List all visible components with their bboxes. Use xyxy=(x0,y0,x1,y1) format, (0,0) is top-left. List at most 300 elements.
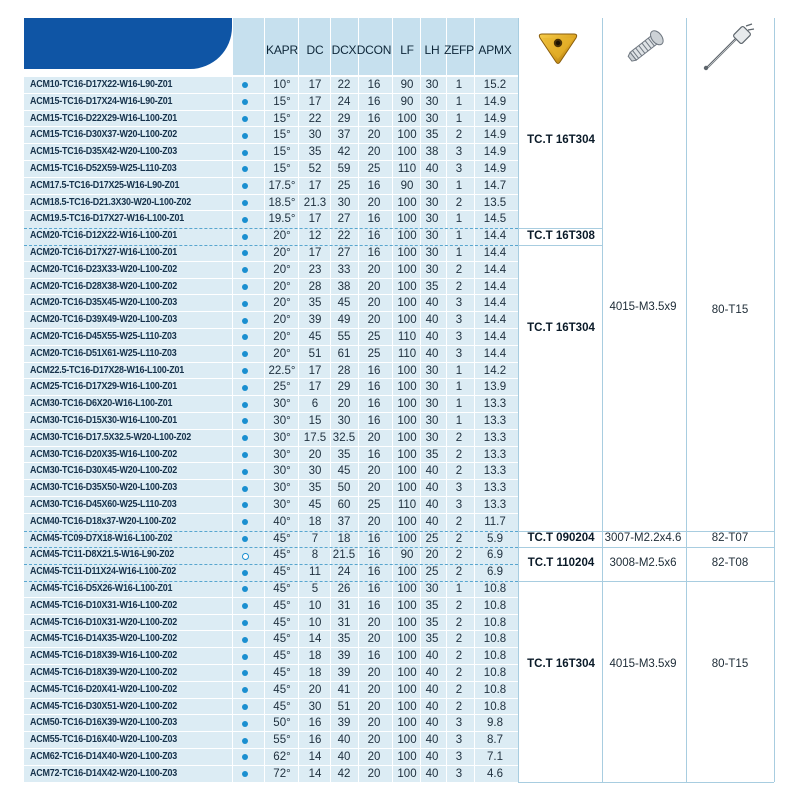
cell-kapr: 45° xyxy=(273,583,291,595)
table-row xyxy=(24,430,518,447)
cell-dc: 17.5 xyxy=(303,431,327,444)
cell-lf: 110 xyxy=(397,163,417,175)
availability-dot xyxy=(242,334,248,340)
cell-kapr: 62° xyxy=(273,751,291,763)
cell-kapr: 45° xyxy=(273,633,291,646)
availability-dot xyxy=(242,754,248,760)
header-separator xyxy=(232,18,233,75)
cell-dcon: 25 xyxy=(367,163,381,175)
cell-apmx: 10.8 xyxy=(483,633,507,646)
product-code: ACM30-TC16-D30X45-W20-L100-Z02 xyxy=(30,465,178,477)
cell-dcx: 60 xyxy=(337,499,351,511)
table-row xyxy=(24,699,518,716)
cell-apmx: 14.4 xyxy=(483,230,507,243)
product-code: ACM62-TC16-D14X40-W20-L100-Z03 xyxy=(30,751,178,762)
cell-dcon: 16 xyxy=(367,364,381,377)
cell-dc: 11 xyxy=(309,566,321,579)
cell-lf: 100 xyxy=(397,650,417,663)
availability-dot xyxy=(242,570,248,576)
product-code: ACM19.5-TC16-D17X27-W16-L100-Z01 xyxy=(30,213,185,225)
cell-dc: 20 xyxy=(308,448,322,461)
cell-dcon: 20 xyxy=(367,515,381,528)
cell-lh: 40 xyxy=(425,331,439,343)
product-code: ACM30-TC16-D35X50-W20-L100-Z03 xyxy=(30,482,178,494)
cell-kapr: 15° xyxy=(273,163,291,175)
table-row xyxy=(24,211,518,228)
cell-apmx: 10.8 xyxy=(483,650,507,663)
cell-dcon: 20 xyxy=(367,667,381,679)
cell-lh: 30 xyxy=(425,112,439,125)
cell-apmx: 14.4 xyxy=(483,314,507,327)
product-code: ACM10-TC16-D17X22-W16-L90-Z01 xyxy=(30,79,173,90)
product-code: ACM17.5-TC16-D17X25-W16-L90-Z01 xyxy=(30,179,180,191)
table-row xyxy=(24,682,518,699)
cell-apmx: 9.8 xyxy=(487,717,503,730)
product-code: ACM20-TC16-D39X49-W20-L100-Z03 xyxy=(30,314,178,326)
cell-kapr: 45° xyxy=(273,599,291,612)
availability-dot xyxy=(242,402,248,408)
cell-dc: 14 xyxy=(308,633,322,646)
cell-kapr: 20° xyxy=(273,331,291,343)
availability-dot xyxy=(242,267,248,273)
availability-dot xyxy=(242,82,248,88)
cell-apmx: 8.7 xyxy=(487,734,503,747)
availability-dot xyxy=(242,771,248,777)
cell-kapr: 30° xyxy=(273,482,291,495)
cell-lh: 40 xyxy=(425,717,439,730)
availability-dot xyxy=(242,368,248,374)
cell-lh: 40 xyxy=(425,499,439,511)
cell-dc: 21.3 xyxy=(303,196,327,209)
header-lh: LH xyxy=(424,43,440,57)
cell-zefp: 2 xyxy=(455,650,463,663)
availability-dot xyxy=(242,620,248,626)
product-code: ACM55-TC16-D16X40-W20-L100-Z03 xyxy=(30,734,178,746)
cell-zefp: 2 xyxy=(455,700,463,713)
cell-lf: 100 xyxy=(397,129,417,142)
cell-lh: 35 xyxy=(425,448,439,461)
cell-dc: 15 xyxy=(308,415,322,427)
table-row xyxy=(24,615,518,632)
cell-dcx: 37 xyxy=(337,129,351,142)
cell-apmx: 10.8 xyxy=(483,683,507,696)
cell-lf: 100 xyxy=(397,633,417,646)
cell-dc: 12 xyxy=(308,230,322,243)
availability-dot xyxy=(242,721,248,727)
product-code: ACM20-TC16-D35X45-W20-L100-Z03 xyxy=(30,297,178,309)
cell-dcon: 16 xyxy=(367,179,381,192)
cell-lf: 100 xyxy=(397,196,417,209)
cell-lf: 100 xyxy=(397,734,417,747)
cell-dcon: 25 xyxy=(367,331,381,343)
header-dcon: DCON xyxy=(356,43,392,57)
cell-apmx: 14.4 xyxy=(483,263,507,276)
cell-dc: 30 xyxy=(308,129,322,142)
product-code: ACM20-TC16-D45X55-W25-L110-Z03 xyxy=(30,331,177,342)
cell-dc: 51 xyxy=(308,347,322,360)
cell-lf: 100 xyxy=(397,431,417,444)
cell-kapr: 30° xyxy=(273,448,291,461)
product-code: ACM20-TC16-D12X22-W16-L100-Z01 xyxy=(30,230,178,242)
cell-kapr: 25° xyxy=(273,381,291,394)
cell-dcx: 20 xyxy=(337,398,351,411)
cell-dcx: 35 xyxy=(337,633,351,646)
product-code: ACM15-TC16-D35X42-W20-L100-Z03 xyxy=(30,146,178,158)
table-row xyxy=(24,111,518,128)
cell-kapr: 22.5° xyxy=(268,364,296,377)
cell-dcon: 16 xyxy=(367,532,381,545)
product-code: ACM45-TC16-D18X39-W20-L100-Z02 xyxy=(30,667,178,678)
availability-dot xyxy=(242,654,248,660)
table-row xyxy=(24,379,518,396)
cell-dc: 52 xyxy=(308,163,322,175)
table-row xyxy=(24,346,518,363)
table-row xyxy=(24,245,518,262)
table-row xyxy=(24,648,518,665)
availability-dot xyxy=(242,284,248,290)
cell-dcon: 16 xyxy=(367,583,381,595)
cell-dcx: 49 xyxy=(337,314,351,327)
cell-apmx: 14.5 xyxy=(483,213,507,226)
table-row xyxy=(24,749,518,766)
cell-apmx: 5.9 xyxy=(487,532,503,545)
table-row xyxy=(24,447,518,464)
cell-apmx: 13.3 xyxy=(483,398,507,411)
cell-lh: 38 xyxy=(425,146,439,159)
cell-dc: 18 xyxy=(308,650,322,663)
table-row xyxy=(24,77,518,94)
cell-kapr: 17.5° xyxy=(268,179,296,192)
cell-dcon: 16 xyxy=(367,549,381,562)
cell-apmx: 10.8 xyxy=(483,583,507,595)
cell-apmx: 13.3 xyxy=(483,415,507,427)
cell-kapr: 45° xyxy=(273,700,291,713)
cell-dc: 45 xyxy=(308,331,322,343)
cell-dc: 17 xyxy=(308,213,322,226)
header-dcx: DCX xyxy=(331,43,357,57)
cell-apmx: 4.6 xyxy=(487,767,503,780)
product-code: ACM25-TC16-D17X29-W16-L100-Z01 xyxy=(30,381,178,393)
table-row xyxy=(24,463,518,480)
availability-dot xyxy=(242,435,248,441)
cell-lh: 40 xyxy=(425,297,439,310)
cell-lh: 35 xyxy=(425,599,439,612)
cell-apmx: 14.4 xyxy=(483,331,507,343)
cell-lf: 100 xyxy=(397,566,417,579)
cell-lh: 30 xyxy=(425,431,439,444)
grade-label: TC.T 16T304 xyxy=(527,322,595,334)
availability-dot xyxy=(242,452,248,458)
cell-zefp: 3 xyxy=(455,331,463,343)
cell-lf: 100 xyxy=(397,448,417,461)
cell-lh: 40 xyxy=(425,465,439,478)
cell-dc: 14 xyxy=(308,767,322,780)
cell-lf: 90 xyxy=(400,95,414,108)
product-code: ACM15-TC16-D22X29-W16-L100-Z01 xyxy=(30,112,178,124)
grid-line xyxy=(518,547,774,548)
table-row xyxy=(24,178,518,195)
cell-dcx: 32.5 xyxy=(332,431,356,444)
cell-kapr: 20° xyxy=(273,347,291,360)
cell-dcx: 37 xyxy=(337,515,351,528)
availability-dot xyxy=(242,318,248,324)
cell-zefp: 2 xyxy=(455,465,463,478)
cell-apmx: 7.1 xyxy=(487,751,503,763)
table-row xyxy=(24,413,518,430)
cell-lh: 30 xyxy=(425,247,439,259)
cell-lh: 30 xyxy=(425,263,439,276)
cell-dcx: 24 xyxy=(337,566,351,579)
cell-dc: 23 xyxy=(308,263,322,276)
cell-dcon: 20 xyxy=(367,314,381,327)
cell-kapr: 18.5° xyxy=(268,196,296,209)
key-label: 82-T08 xyxy=(711,557,749,569)
table-row xyxy=(24,396,518,413)
cell-lf: 100 xyxy=(397,515,417,528)
cell-dcx: 18 xyxy=(337,532,351,545)
cell-zefp: 2 xyxy=(455,549,463,562)
cell-apmx: 14.4 xyxy=(483,297,507,310)
cell-lf: 100 xyxy=(397,683,417,696)
cell-kapr: 50° xyxy=(273,717,291,730)
cell-dcon: 16 xyxy=(367,95,381,108)
cell-apmx: 14.9 xyxy=(483,146,507,159)
product-code: ACM45-TC16-D14X35-W20-L100-Z02 xyxy=(30,633,178,645)
cell-dcon: 16 xyxy=(367,112,381,125)
cell-dcx: 28 xyxy=(337,364,351,377)
cell-dcx: 55 xyxy=(337,331,351,343)
cell-dc: 16 xyxy=(308,717,322,730)
cell-dc: 10 xyxy=(308,599,322,612)
grid-line xyxy=(518,782,774,783)
screw-label: 3007-M2.2x4.6 xyxy=(604,532,682,544)
cell-dc: 5 xyxy=(311,583,319,595)
header-brand-block xyxy=(24,18,232,69)
product-code: ACM50-TC16-D16X39-W20-L100-Z03 xyxy=(30,717,178,729)
cell-lf: 110 xyxy=(397,331,417,343)
cell-zefp: 3 xyxy=(455,751,463,763)
cell-lh: 30 xyxy=(425,583,439,595)
availability-dot xyxy=(242,99,248,105)
cell-kapr: 20° xyxy=(273,230,291,243)
table-row xyxy=(24,766,518,783)
availability-dot xyxy=(242,200,248,206)
cell-zefp: 2 xyxy=(455,431,463,444)
cell-lf: 110 xyxy=(397,499,417,511)
product-code: ACM45-TC16-D10X31-W20-L100-Z02 xyxy=(30,616,178,628)
cell-lh: 30 xyxy=(425,196,439,209)
cell-dcx: 42 xyxy=(337,767,351,780)
cell-dcx: 31 xyxy=(337,616,351,629)
cell-dcx: 26 xyxy=(337,583,351,595)
cell-dcon: 20 xyxy=(367,280,381,293)
cell-apmx: 14.9 xyxy=(483,95,507,108)
cell-apmx: 6.9 xyxy=(487,566,503,579)
availability-dot xyxy=(242,553,249,560)
cell-kapr: 45° xyxy=(273,667,291,679)
availability-dot xyxy=(242,670,248,676)
table-row xyxy=(24,564,518,581)
availability-dot xyxy=(242,637,248,643)
cell-lh: 30 xyxy=(425,415,439,427)
torx-key-icon xyxy=(700,20,760,72)
cell-dcon: 16 xyxy=(367,381,381,394)
cell-lf: 100 xyxy=(397,465,417,478)
cell-apmx: 10.8 xyxy=(483,700,507,713)
table-row xyxy=(24,732,518,749)
cell-zefp: 3 xyxy=(455,482,463,495)
availability-dot xyxy=(242,502,248,508)
table-row xyxy=(24,547,518,564)
availability-dot xyxy=(242,486,248,492)
table-row xyxy=(24,127,518,144)
cell-dc: 10 xyxy=(308,616,322,629)
cell-lh: 40 xyxy=(425,700,439,713)
cell-lh: 20 xyxy=(425,549,439,562)
table-row xyxy=(24,295,518,312)
grade-label: TC.T 110204 xyxy=(527,557,595,569)
key-label: 82-T07 xyxy=(711,532,749,544)
cell-lf: 100 xyxy=(397,583,417,595)
availability-dot xyxy=(242,536,248,542)
cell-zefp: 2 xyxy=(455,599,463,612)
cell-dcon: 25 xyxy=(367,347,381,360)
cell-dcon: 20 xyxy=(367,146,381,159)
cell-lf: 100 xyxy=(397,599,417,612)
cell-dcx: 25 xyxy=(337,179,351,192)
cell-kapr: 10° xyxy=(273,79,291,91)
availability-dot xyxy=(242,469,248,475)
cell-dcx: 42 xyxy=(337,146,351,159)
availability-dot xyxy=(242,418,248,424)
cell-lh: 40 xyxy=(425,667,439,679)
cell-dcx: 61 xyxy=(337,347,351,360)
table-row xyxy=(24,262,518,279)
availability-dot xyxy=(242,217,248,223)
cell-dcon: 20 xyxy=(367,431,381,444)
key-label: 80-T15 xyxy=(711,304,749,316)
header-lf: LF xyxy=(400,43,414,57)
table-row xyxy=(24,228,518,245)
cell-dcon: 20 xyxy=(367,683,381,696)
cell-dcon: 20 xyxy=(367,196,381,209)
cell-dcon: 16 xyxy=(367,415,381,427)
cell-dc: 30 xyxy=(308,700,322,713)
cell-lh: 40 xyxy=(425,314,439,327)
table-row xyxy=(24,161,518,178)
screw-label: 3008-M2.5x6 xyxy=(609,557,677,569)
cell-lf: 100 xyxy=(397,398,417,411)
cell-zefp: 1 xyxy=(455,398,463,411)
grade-label: TC.T 16T304 xyxy=(527,134,595,146)
table-row xyxy=(24,497,518,514)
cell-apmx: 14.9 xyxy=(483,112,507,125)
cell-lh: 40 xyxy=(425,347,439,360)
cell-dc: 7 xyxy=(311,532,319,545)
availability-dot xyxy=(242,183,248,189)
cell-dcon: 20 xyxy=(367,465,381,478)
cell-dcx: 39 xyxy=(337,667,351,679)
cell-zefp: 2 xyxy=(455,616,463,629)
cell-apmx: 13.3 xyxy=(483,465,507,478)
cell-dcx: 35 xyxy=(337,448,351,461)
availability-dot xyxy=(242,586,248,592)
cell-lf: 90 xyxy=(400,549,414,562)
cell-zefp: 2 xyxy=(455,667,463,679)
availability-dot xyxy=(242,738,248,744)
product-code: ACM30-TC16-D6X20-W16-L100-Z01 xyxy=(30,398,173,410)
cell-dcon: 16 xyxy=(367,599,381,612)
cell-zefp: 2 xyxy=(455,448,463,461)
cell-kapr: 30° xyxy=(273,398,291,411)
availability-dot xyxy=(242,166,248,172)
cell-zefp: 2 xyxy=(455,633,463,646)
availability-dot xyxy=(242,301,248,307)
cell-zefp: 2 xyxy=(455,280,463,293)
availability-dot xyxy=(242,133,248,139)
cell-zefp: 1 xyxy=(455,583,463,595)
cell-apmx: 10.8 xyxy=(483,667,507,679)
cell-dcx: 30 xyxy=(337,415,351,427)
cell-dcx: 21.5 xyxy=(332,549,356,562)
cell-kapr: 20° xyxy=(273,297,291,310)
cell-lh: 30 xyxy=(425,213,439,226)
cell-zefp: 2 xyxy=(455,515,463,528)
table-row xyxy=(24,94,518,111)
cell-zefp: 1 xyxy=(455,79,463,91)
cell-dcon: 16 xyxy=(367,230,381,243)
product-code: ACM30-TC16-D20X35-W16-L100-Z02 xyxy=(30,448,178,460)
cell-kapr: 45° xyxy=(273,549,291,562)
cell-lf: 90 xyxy=(400,179,414,192)
cell-apmx: 15.2 xyxy=(483,79,507,91)
cell-dcx: 27 xyxy=(337,247,351,259)
cell-dc: 20 xyxy=(308,683,322,696)
cell-apmx: 14.9 xyxy=(483,163,507,175)
cell-dcon: 20 xyxy=(367,482,381,495)
grade-label: TC.T 16T304 xyxy=(527,658,595,670)
cell-zefp: 3 xyxy=(455,717,463,730)
cell-lf: 100 xyxy=(397,364,417,377)
cell-lh: 40 xyxy=(425,734,439,747)
cell-lh: 40 xyxy=(425,482,439,495)
cell-lh: 35 xyxy=(425,280,439,293)
cell-lf: 100 xyxy=(397,263,417,276)
cell-dc: 17 xyxy=(308,79,322,91)
cell-apmx: 13.3 xyxy=(483,482,507,495)
cell-kapr: 15° xyxy=(273,146,291,159)
triangular-insert-icon xyxy=(536,28,580,68)
header-kapr: KAPR xyxy=(266,43,298,57)
grade-label: TC.T 090204 xyxy=(527,532,595,544)
availability-dot xyxy=(242,687,248,693)
product-code: ACM40-TC16-D18x37-W20-L100-Z02 xyxy=(30,515,177,527)
header-apmx: APMX xyxy=(478,43,512,57)
cell-apmx: 13.9 xyxy=(483,381,507,394)
cell-dcx: 39 xyxy=(337,717,351,730)
cell-apmx: 14.7 xyxy=(483,179,507,192)
cell-lh: 35 xyxy=(425,129,439,142)
cell-zefp: 3 xyxy=(455,734,463,747)
cell-dcon: 20 xyxy=(367,263,381,276)
cell-zefp: 1 xyxy=(455,247,463,259)
cell-lf: 100 xyxy=(397,213,417,226)
cell-zefp: 2 xyxy=(455,196,463,209)
cell-lf: 100 xyxy=(397,314,417,327)
cell-kapr: 15° xyxy=(273,95,291,108)
cell-apmx: 13.3 xyxy=(483,499,507,511)
cell-dcx: 45 xyxy=(337,465,351,478)
